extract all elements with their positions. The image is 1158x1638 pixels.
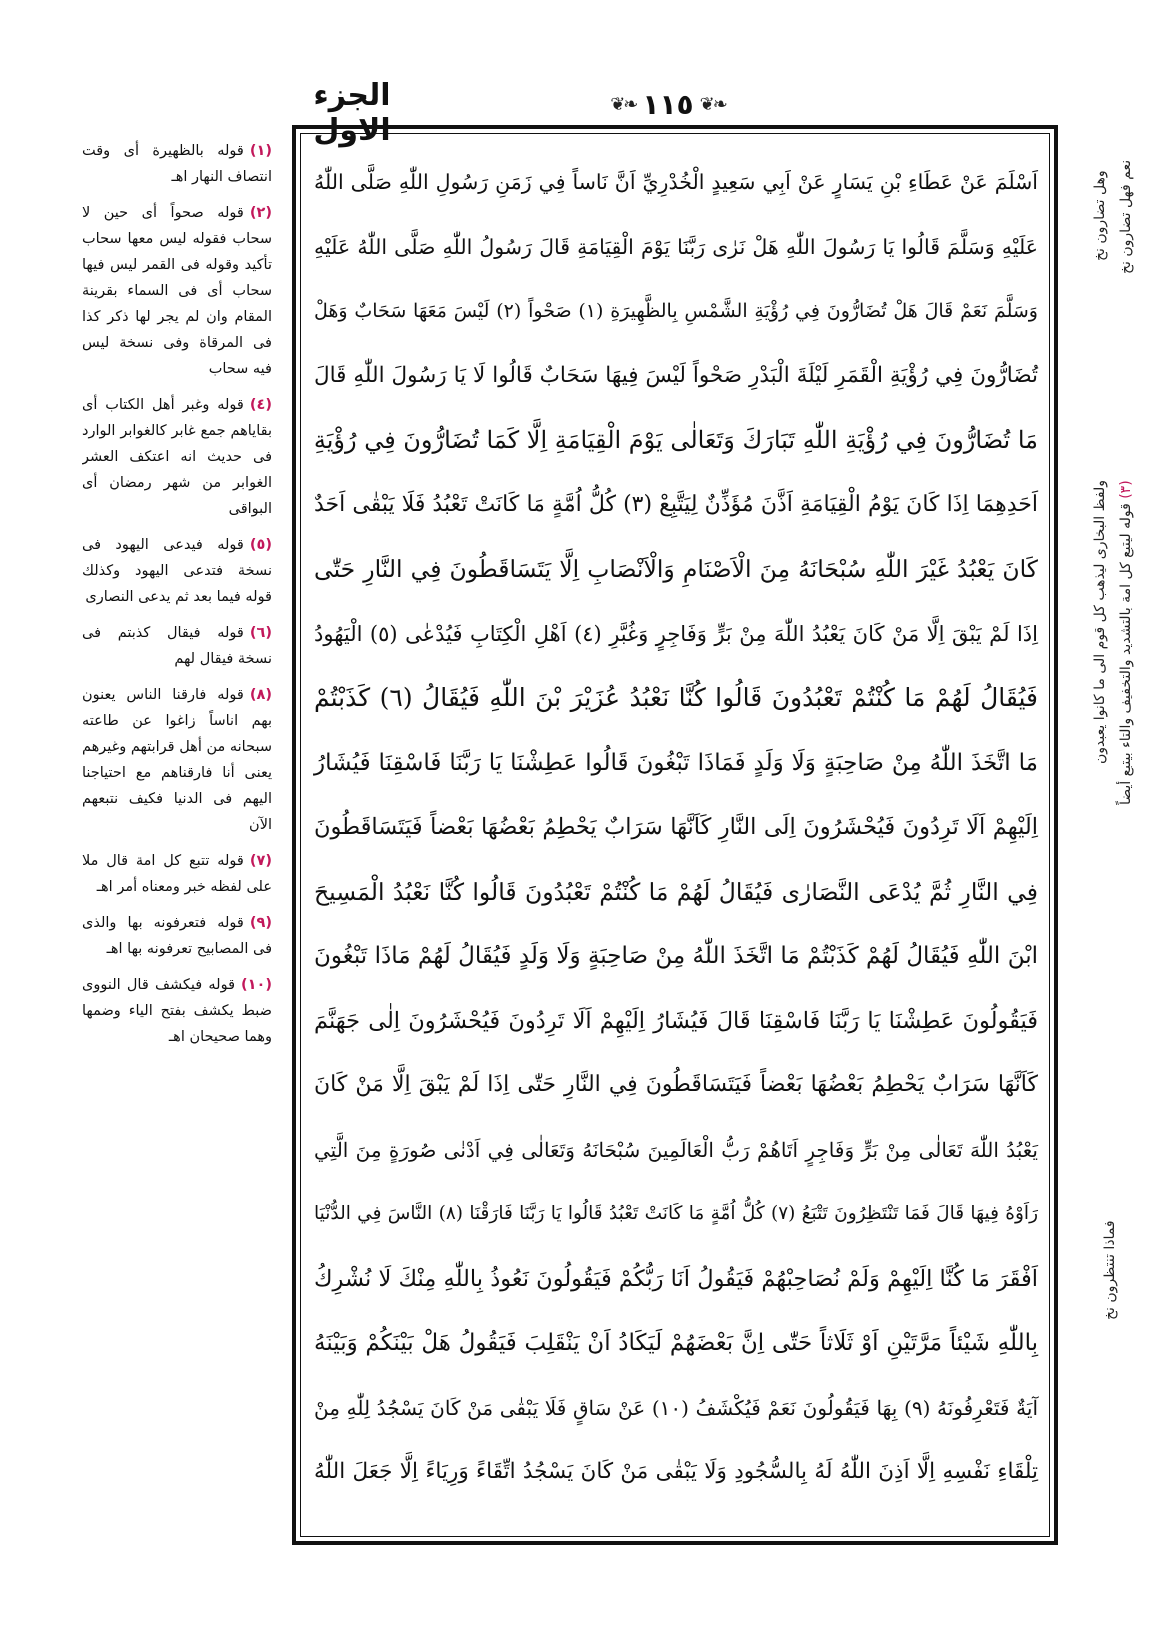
text-line: رَاَوْهُ فِيهَا قَالَ فَمَا تَنْتَظِرُونَ تَتْبَعُ (٧) كُلُّ اُمَّةٍ مَا كَانَتْ تَعْبُدُ قَالُوا يَا رَبَّنَا فَارَقْنَا (٨) النَّاسَ فِي الدُّنْيَا	[314, 1203, 1038, 1224]
note-text: قوله فتعرفونه بها والذى فى المصابيح تعرفونه بها اهـ	[82, 915, 272, 957]
note-text: قوله فارقنا الناس يعنون بهم اناساً زاغوا عن طاعته سبحانه من أهل قرابتهم وغيرهم يعنى أنا فارقناهم مع احتياجنا اليهم فى الدنيا فكيف نتبعهم الآن	[82, 687, 272, 833]
note-text: قوله بالظهيرة أى وقت انتصاف النهار اهـ	[82, 143, 272, 185]
text-line: فِي النَّارِ ثُمَّ يُدْعَى النَّصَارٰى فَيُقَالُ لَهُمْ مَا كُنْتُمْ تَعْبُدُونَ قَالُوا كُنَّا نَعْبُدُ الْمَسِيحَ	[314, 877, 1038, 906]
note-number: (٧)	[249, 853, 272, 869]
note-text: قوله فيقال كذبتم فى نسخة فيقال لهم	[82, 625, 272, 667]
ornament-right-icon: ❦❧	[699, 93, 726, 115]
variant-note: نعم فهل تضارون نخ	[1118, 160, 1134, 275]
text-line: مَا تُضَارُّونَ فِي رُؤْيَةِ اللّٰهِ تَبَارَكَ وَتَعَالٰى يَوْمَ الْقِيَامَةِ اِلَّا كَمَا تُضَارُّونَ فِي رُؤْيَةِ	[313, 426, 1038, 454]
variant-note: ولفظ البخارى ليذهب كل قوم الى ما كانوا يعبدون	[1092, 480, 1108, 765]
note-number: (٩)	[249, 915, 272, 931]
text-line: فَيُقَالُ لَهُمْ مَا كُنْتُمْ تَعْبُدُونَ قَالُوا كُنَّا نَعْبُدُ عُزَيْرَ بْنَ اللّٰهِ فَيُقَالُ (٦) كَذَبْتُمْ	[314, 683, 1038, 712]
text-line: اِلَيْهِمْ اَلَا تَرِدُونَ فَيُحْشَرُونَ اِلَى النَّارِ كَاَنَّهَا سَرَابٌ يَحْطِمُ بَعْضُهَا بَعْضاً فَيَتَسَاقَطُونَ	[314, 814, 1038, 840]
text-line: ابْنَ اللّٰهِ فَيُقَالُ لَهُمْ كَذَبْتُمْ مَا اتَّخَذَ اللّٰهُ مِنْ صَاحِبَةٍ وَلَا وَلَدٍ فَيُقَالُ لَهُمْ مَاذَا تَبْغُونَ	[314, 943, 1038, 969]
left-margin-notes	[82, 138, 272, 1518]
variant-note-3	[1118, 480, 1134, 960]
text-line: كَاَنَّهَا سَرَابٌ يَحْطِمُ بَعْضُهَا بَعْضاً فَيَتَسَاقَطُونَ فِي النَّارِ حَتّٰى اِذَا لَمْ يَبْقَ اِلَّا مَنْ كَانَ	[314, 1072, 1038, 1097]
text-line: يَعْبُدُ اللّٰهَ تَعَالٰى مِنْ بَرٍّ وَفَاجِرٍ اَتَاهُمْ رَبُّ الْعَالَمِينَ سُبْحَانَهُ وَتَعَالٰى فِي اَدْنٰى صُورَةٍ مِنَ الَّتِي	[314, 1137, 1038, 1162]
right-margin-notes	[1062, 140, 1154, 1520]
text-line: كَانَ يَعْبُدُ غَيْرَ اللّٰهِ سُبْحَانَهُ مِنَ الْاَصْنَامِ وَالْاَنْصَابِ اِلَّا يَتَسَاقَطُونَ فِي النَّارِ حَتّٰى	[314, 555, 1038, 583]
note-number: (٢)	[249, 205, 272, 221]
margin-note	[82, 392, 272, 522]
note-number: (٥)	[249, 537, 272, 553]
note-text: قوله وغبر أهل الكتاب أى بقاياهم جمع غابر كالغوابر الوارد فى حديث انه اعتكف العشر الغوابر من شهر رمضان أى البواقى	[82, 397, 272, 517]
margin-note	[82, 972, 272, 1050]
margin-note	[82, 910, 272, 962]
note-text: قوله ليتبع كل امة بالتشديد والتخفيف والتاء بيتبع أيضاً	[1118, 502, 1134, 805]
text-line: مَا اتَّخَذَ اللّٰهُ مِنْ صَاحِبَةٍ وَلَا وَلَدٍ فَمَاذَا تَبْغُونَ قَالُوا عَطِشْنَا يَا رَبَّنَا فَاسْقِنَا فَيُشَارُ	[314, 749, 1038, 776]
margin-note	[82, 682, 272, 838]
text-line: اَسْلَمَ عَنْ عَطَاءِ بْنِ يَسَارٍ عَنْ اَبِي سَعِيدٍ الْخُدْرِيِّ اَنَّ نَاساً فِي زَمَنِ رَسُولِ اللّٰهِ صَلَّى اللّٰهُ	[314, 170, 1038, 194]
text-line: بِاللّٰهِ شَيْئاً مَرَّتَيْنِ اَوْ ثَلَاثاً حَتّٰى اِنَّ بَعْضَهُمْ لَيَكَادُ اَنْ يَنْقَلِبَ فَيَقُولُ هَلْ بَيْنَكُمْ وَبَيْنَهُ	[314, 1330, 1038, 1356]
margin-note	[82, 138, 272, 190]
ornament-left-icon: ❦❧	[610, 93, 637, 115]
note-text: قوله تتبع كل امة قال ملا على لفظه خبر ومعناه أمر اهـ	[82, 853, 272, 895]
note-number: (٦)	[249, 625, 272, 641]
text-line: آيَةٌ فَتَعْرِفُونَهُ (٩) بِهَا فَيَقُولُونَ نَعَمْ فَيُكْشَفُ (١٠) عَنْ سَاقٍ فَلَا يَبْقٰى مَنْ كَانَ يَسْجُدُ لِلّٰهِ مِنْ	[314, 1395, 1039, 1420]
text-line: عَلَيْهِ وَسَلَّمَ قَالُوا يَا رَسُولَ اللّٰهِ هَلْ نَرٰى رَبَّنَا يَوْمَ الْقِيَامَةِ قَالَ رَسُولُ اللّٰهِ صَلَّى اللّٰهُ عَلَيْهِ	[314, 234, 1038, 259]
margin-note	[82, 620, 272, 672]
running-header-title: الجزء الاول	[313, 78, 391, 148]
note-text: قوله صحواً أى حين لا سحاب فقوله ليس معها سحاب تأكيد وقوله فى القمر ليس فيها سحاب أى فى السماء بقرينة المقام وان لم يجر لها ذكر كذا فى المرقاة وفى نسخة ليس فيه سحاب	[82, 205, 272, 377]
variant-note: وهل تضارون نخ	[1092, 170, 1108, 261]
note-number: (٨)	[249, 687, 272, 703]
text-line: اِذَا لَمْ يَبْقَ اِلَّا مَنْ كَانَ يَعْبُدُ اللّٰهَ مِنْ بَرٍّ وَفَاجِرٍ وَغُبَّرِ (٤) اَهْلِ الْكِتَابِ فَيُدْعٰى (٥) الْيَهُودُ	[314, 621, 1038, 646]
margin-note	[82, 848, 272, 900]
note-number: (١)	[249, 143, 272, 159]
note-number: (٤)	[249, 397, 272, 413]
margin-note	[82, 200, 272, 382]
margin-note	[82, 532, 272, 610]
main-text	[306, 150, 1046, 1530]
note-number: (٣)	[1118, 480, 1134, 499]
text-line: تُضَارُّونَ فِي رُؤْيَةِ الْقَمَرِ لَيْلَةَ الْبَدْرِ صَحْواً لَيْسَ فِيهَا سَحَابٌ قَالُوا لَا يَا رَسُولَ اللّٰهِ قَالَ	[314, 362, 1038, 388]
note-number: (١٠)	[241, 977, 272, 993]
text-line: وَسَلَّمَ نَعَمْ قَالَ هَلْ تُضَارُّونَ فِي رُؤْيَةِ الشَّمْسِ بِالظَّهِيرَةِ (١) صَحْواً (٢) لَيْسَ مَعَهَا سَحَابٌ وَهَلْ	[314, 300, 1038, 322]
variant-note: فماذا تنتظرون نخ	[1102, 1220, 1118, 1320]
note-text: قوله فيدعى اليهود فى نسخة فتدعى اليهود وكذلك قوله فيما بعد ثم يدعى النصارى	[82, 537, 272, 605]
text-line: اَفْقَرَ مَا كُنَّا اِلَيْهِمْ وَلَمْ نُصَاحِبْهُمْ فَيَقُولُ اَنَا رَبُّكُمْ فَيَقُولُونَ نَعُوذُ بِاللّٰهِ مِنْكَ لَا نُشْرِكُ	[314, 1265, 1038, 1292]
page-number-block	[598, 84, 738, 124]
text-line: تِلْقَاءِ نَفْسِهِ اِلَّا اَذِنَ اللّٰهُ لَهُ بِالسُّجُودِ وَلَا يَبْقٰى مَنْ كَانَ يَسْجُدُ اتِّقَاءً وَرِيَاءً اِلَّا جَعَلَ اللّٰهُ	[314, 1459, 1038, 1484]
text-line: فَيَقُولُونَ عَطِشْنَا يَا رَبَّنَا فَاسْقِنَا قَالَ فَيُشَارُ اِلَيْهِمْ اَلَا تَرِدُونَ فَيُحْشَرُونَ اِلٰى جَهَنَّمَ	[314, 1007, 1038, 1034]
page-number: ١١٥	[642, 87, 694, 121]
text-line: اَحَدِهِمَا اِذَا كَانَ يَوْمُ الْقِيَامَةِ اَذَّنَ مُؤَذِّنٌ لِيَتَّبِعْ (٣) كُلُّ اُمَّةٍ مَا كَانَتْ تَعْبُدُ فَلَا يَبْقٰى اَحَدٌ	[314, 491, 1038, 517]
note-text: قوله فيكشف قال النووى ضبط يكشف بفتح الياء وضمها وهما صحيحان اهـ	[82, 977, 272, 1045]
